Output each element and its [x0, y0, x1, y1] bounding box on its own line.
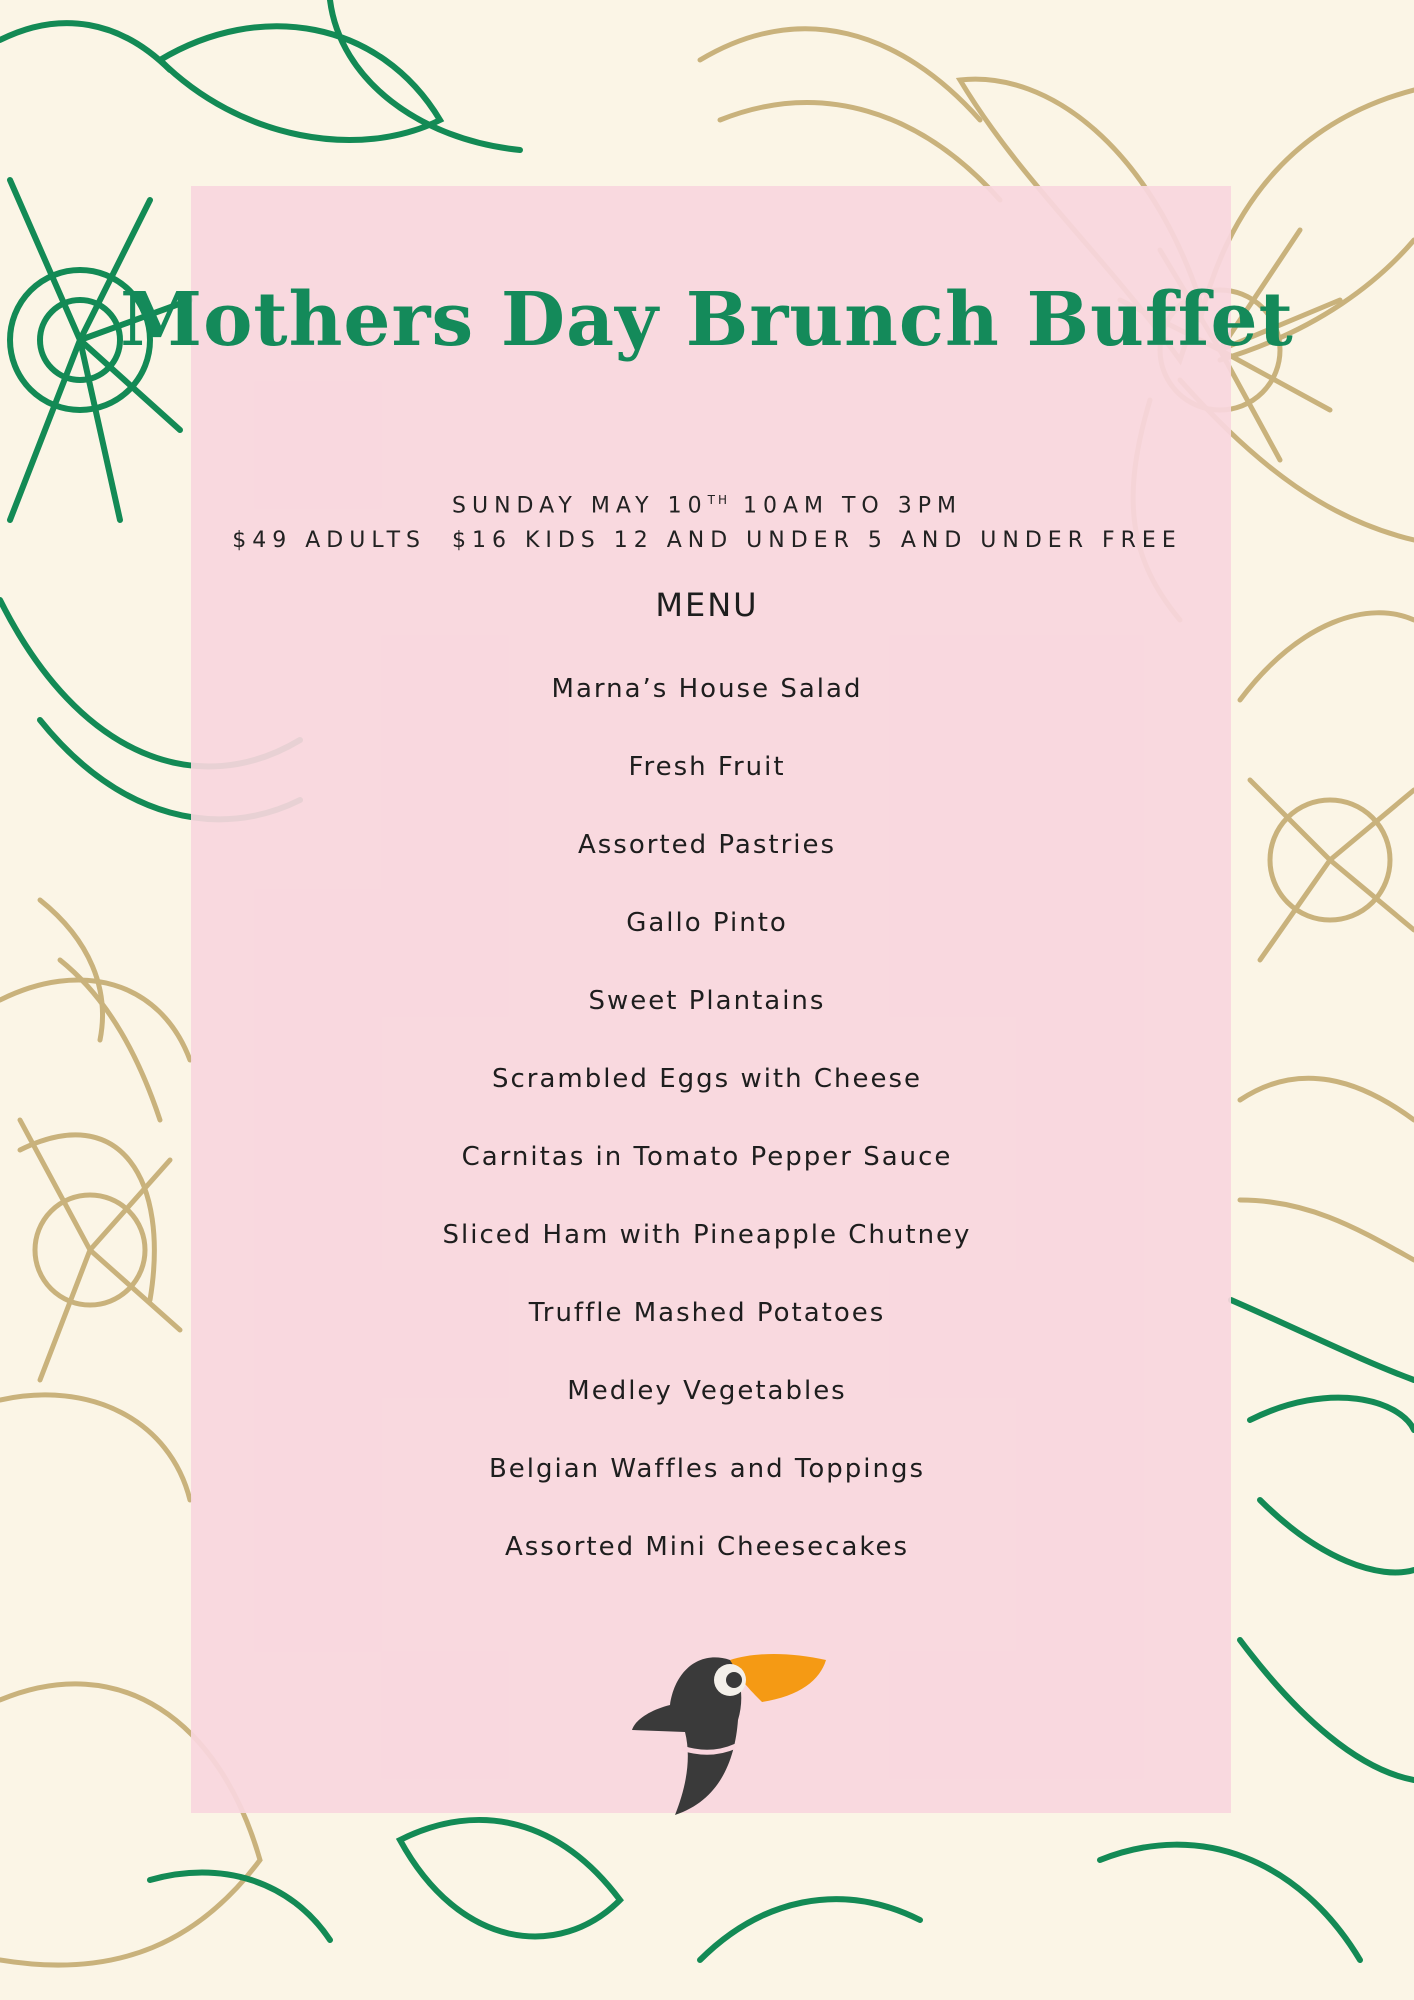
- menu-item: Belgian Waffles and Toppings: [488, 1454, 926, 1484]
- event-pricing: $49 ADULTS $16 KIDS 12 AND UNDER 5 AND UNDER FREE: [232, 528, 1182, 553]
- toucan-logo: [630, 1650, 830, 1815]
- menu-heading: MENU: [655, 586, 759, 624]
- event-time: 10AM TO 3PM: [729, 493, 962, 519]
- menu-item: Fresh Fruit: [628, 752, 786, 782]
- date-ordinal-suffix: TH: [707, 493, 730, 507]
- page-title: Mothers Day Brunch Buffet: [120, 277, 1294, 363]
- menu-item: Assorted Pastries: [577, 830, 837, 860]
- event-date-time: [0, 493, 1414, 518]
- menu-item: Sweet Plantains: [588, 986, 826, 1016]
- menu-item: Marna’s House Salad: [551, 674, 863, 704]
- event-date: SUNDAY MAY 10: [452, 493, 708, 519]
- menu-item: Scrambled Eggs with Cheese: [491, 1064, 923, 1094]
- menu-item: Sliced Ham with Pineapple Chutney: [442, 1220, 972, 1250]
- menu-item: Gallo Pinto: [626, 908, 788, 938]
- menu-item: Medley Vegetables: [567, 1376, 847, 1406]
- menu-item: Carnitas in Tomato Pepper Sauce: [461, 1142, 953, 1172]
- menu-item: Assorted Mini Cheesecakes: [504, 1532, 910, 1562]
- menu-item: Truffle Mashed Potatoes: [528, 1298, 886, 1328]
- toucan-eye: [726, 1672, 742, 1688]
- menu-list: [0, 665, 1414, 1601]
